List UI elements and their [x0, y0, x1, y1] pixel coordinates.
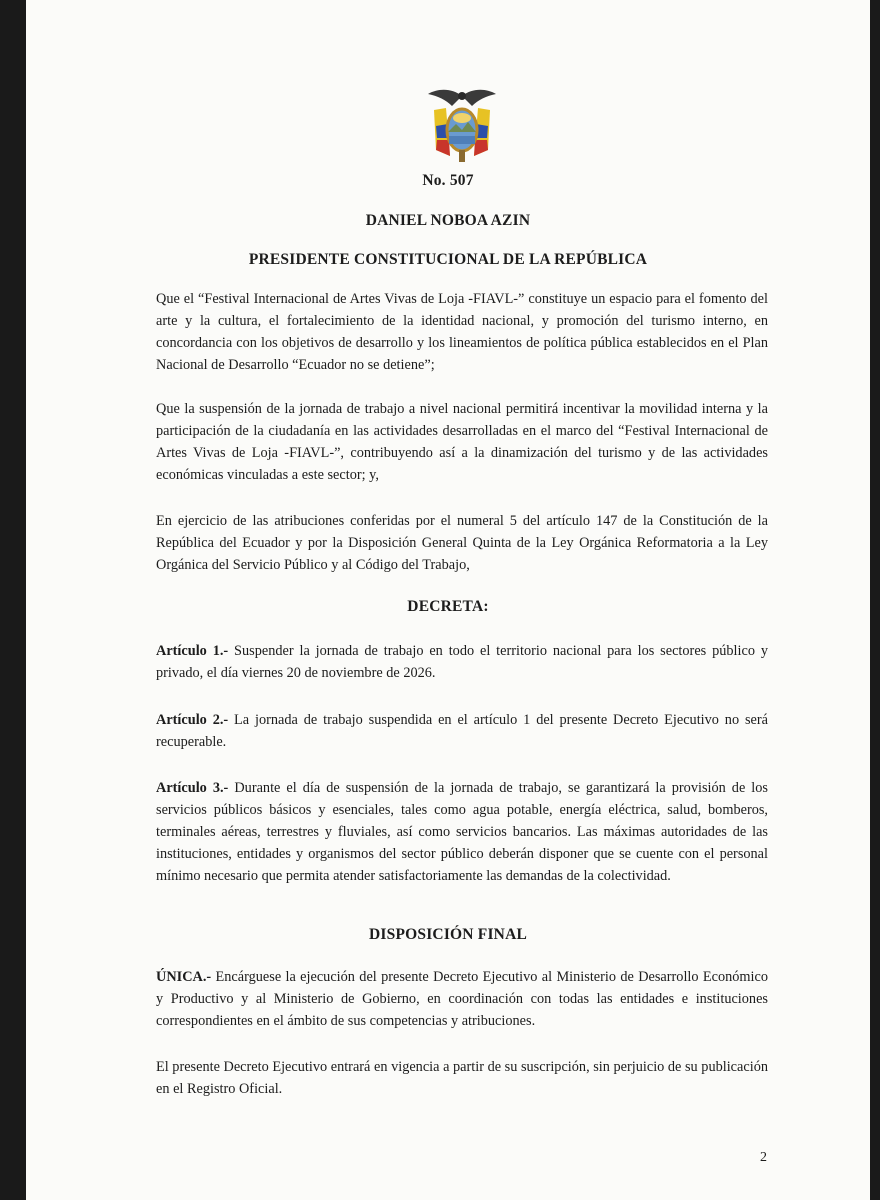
article-text: Durante el día de suspensión de la jornada de trabajo, se garantizará la provisión de los servicios públicos básicos y esenciales, tales como agua potable, energía eléctrica, salud, bomberos, terminales aéreas, terrestres y fluviales, así como servicios bancarios. Las máximas autoridades de las instituciones, entidades y organismos del sector público deberán disponer que se cuente con el personal mínimo necesario que permita atender satisfactoriamente las demandas de la colectividad.	[156, 780, 768, 884]
article-paragraph	[156, 777, 768, 887]
decree-number: No. 507	[422, 172, 474, 189]
considerando-paragraph: Que el “Festival Internacional de Artes Vivas de Loja -FIAVL-” constituye un espacio para el fomento del arte y la cultura, el fortalecimiento de la identidad nacional, y promoción del turismo interno, en concordancia con los objetivos de desarrollo y los lineamientos de política pública establecidos en el Plan Nacional de Desarrollo “Ecuador no se detiene”;	[156, 291, 768, 373]
article-paragraph	[156, 709, 768, 753]
signer-office: PRESIDENTE CONSTITUCIONAL DE LA REPÚBLICA	[248, 251, 648, 268]
article-label: Artículo 1.-	[156, 643, 229, 659]
unica-text: Encárguese la ejecución del presente Decreto Ejecutivo al Ministerio de Desarrollo Económico y Productivo y al Ministerio de Gobierno, en coordinación con todas las entidades e instituciones correspondientes en el ámbito de sus competencias y atribuciones.	[156, 969, 768, 1029]
article-text: La jornada de trabajo suspendida en el artículo 1 del presente Decreto Ejecutivo no será recuperable.	[156, 712, 768, 750]
attributions-paragraph: En ejercicio de las atribuciones conferidas por el numeral 5 del artículo 147 de la Constitución de la República del Ecuador y por la Disposición General Quinta de la Ley Orgánica Reformatoria a la Ley Orgánica del Servicio Público y al Código del Trabajo,	[156, 513, 768, 573]
unica-paragraph	[156, 966, 768, 1032]
document-page	[26, 0, 870, 1200]
decreta-heading: DECRETA:	[407, 598, 489, 615]
unica-label: ÚNICA.-	[156, 969, 212, 985]
page-number: 2	[760, 1150, 767, 1165]
article-label: Artículo 3.-	[156, 780, 229, 796]
considerando-paragraph: Que la suspensión de la jornada de trabajo a nivel nacional permitirá incentivar la movilidad interna y la participación de la ciudadanía en las actividades desarrolladas en el marco del “Festival Internacional de Artes Vivas de Loja -FIAVL-”, contribuyendo así a la dinamización del turismo y de las actividades económicas vinculadas a este sector; y,	[156, 401, 768, 483]
signer-name: DANIEL NOBOA AZIN	[365, 212, 531, 229]
article-paragraph	[156, 640, 768, 684]
article-text: Suspender la jornada de trabajo en todo el territorio nacional para los sectores público y privado, el día viernes 20 de noviembre de 2026.	[156, 643, 768, 681]
article-label: Artículo 2.-	[156, 712, 229, 728]
vigencia-paragraph: El presente Decreto Ejecutivo entrará en vigencia a partir de su suscripción, sin perjuicio de su publicación en el Registro Oficial.	[156, 1059, 768, 1097]
final-provision-heading: DISPOSICIÓN FINAL	[369, 926, 527, 943]
coat-of-arms-icon	[424, 82, 500, 166]
